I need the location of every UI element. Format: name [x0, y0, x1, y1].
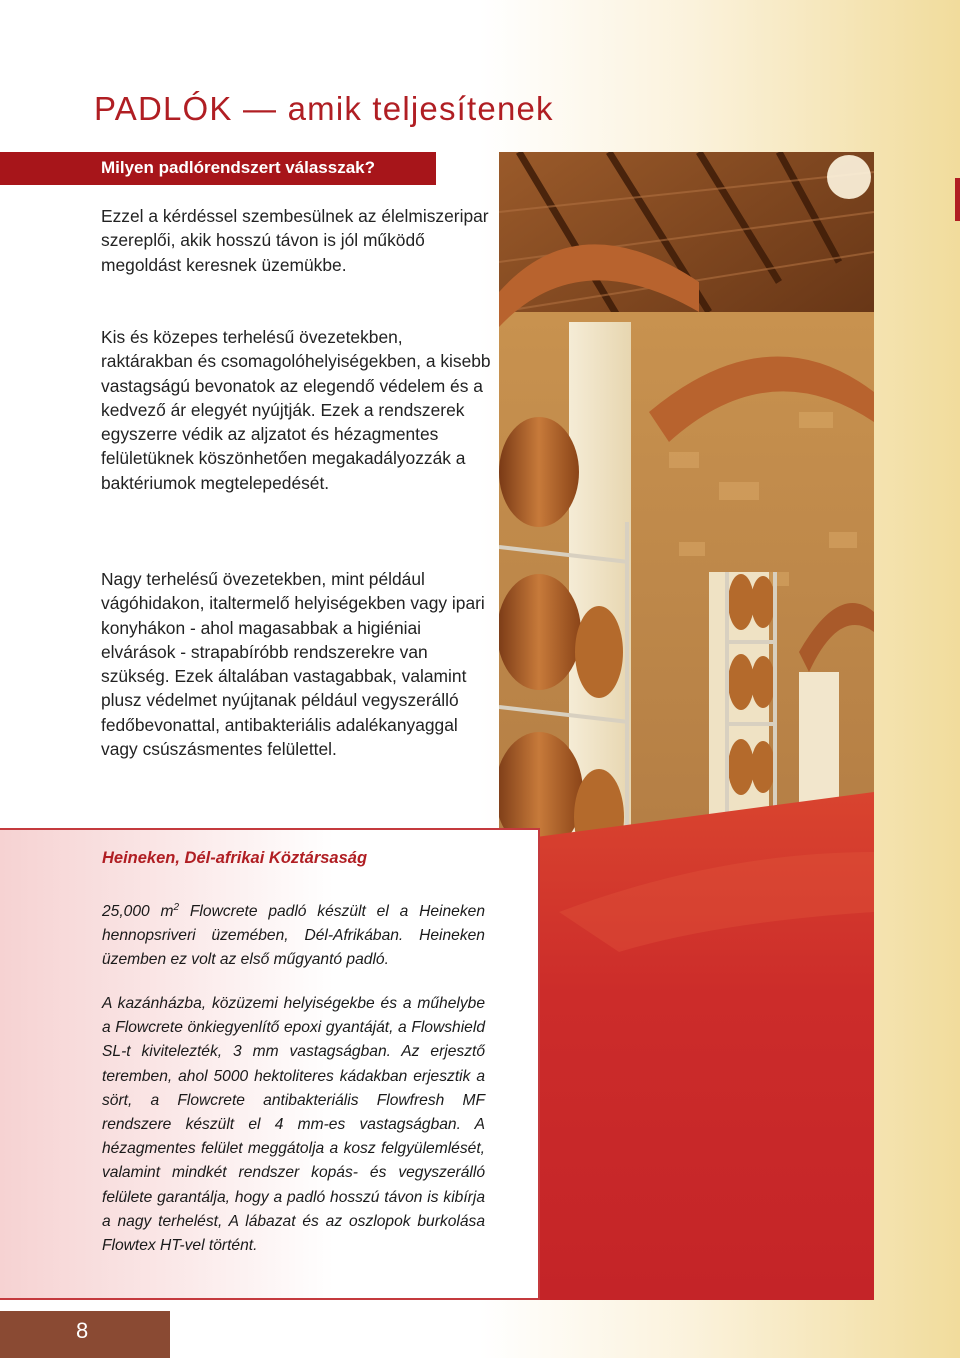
area-unit-exponent: 2	[173, 902, 180, 913]
wine-cellar-photo	[499, 152, 874, 1300]
page-title: PADLÓK — amik teljesítenek	[94, 90, 554, 127]
edge-accent-mark	[955, 178, 960, 221]
question-heading: Milyen padlórendszert válasszak?	[101, 158, 375, 177]
heavy-load-paragraph: Nagy terhelésű övezetekben, mint például vágóhidakon, italtermelő helyiségekben vagy ipari konyhákon - ahol magasabbak a higiéniai elvárások - strapabíróbb rendszerekre van szükség. Ezek általában vastagabbak, valamint plusz védelmet nyújtanak például vegyszerálló fedőbevonattal, antibakteriális adalékanyaggal vagy csúszásmentes felülettel.	[101, 569, 485, 760]
case-study-title: Heineken, Dél-afrikai Köztársaság	[102, 849, 368, 867]
case-study-summary-text: Flowcrete padló készült el a Heineken hennopsriveri üzemében, Dél-Afrikában. Heineken üzemben ez volt az első műgyantó padló.	[102, 903, 485, 969]
case-study-summary	[102, 896, 485, 973]
page-number: 8	[76, 1318, 89, 1343]
intro-paragraph: Ezzel a kérdéssel szembesülnek az élelmiszeripar szereplői, akik hosszú távon is jól működő megoldást keresnek üzemükbe.	[101, 206, 489, 275]
light-load-paragraph: Kis és közepes terhelésű övezetekben, raktárakban és csomagolóhelyiségekben, a kisebb vastagságú bevonatok az elegendő védelem és a kedvező ár elegyét nyújtják. Ezek a rendszerek egyszerre védik az aljzatot és hézagmentes felületüknek köszönhetően megakadályozzák a baktériumok megtelepedését.	[101, 327, 491, 493]
area-value: 25,000 m	[102, 903, 174, 920]
case-study-details: A kazánházba, közüzemi helyiségekbe és a műhelybe a Flowcrete önkiegyenlítő epoxi gyantáját, a Flowshield SL-t kivitelezték, 3 mm vastagságban. Az erjesztő teremben, ahol 5000 hektoliteres kádakban erjesztik a sört, a Flowcrete antibakteriális Flowfresh MF rendszere készült el 4 mm-es vastagságban. A hézagmentes felület meggátolja a kosz felgyülemlését, valamint mindkét rendszer kopás- és vegyszerálló felülete garantálja, hogy a padló hosszú távon is kibírja a nagy terhelést, A lábazat és az oszlopok burkolása Flowtex HT-vel történt.	[102, 995, 485, 1255]
